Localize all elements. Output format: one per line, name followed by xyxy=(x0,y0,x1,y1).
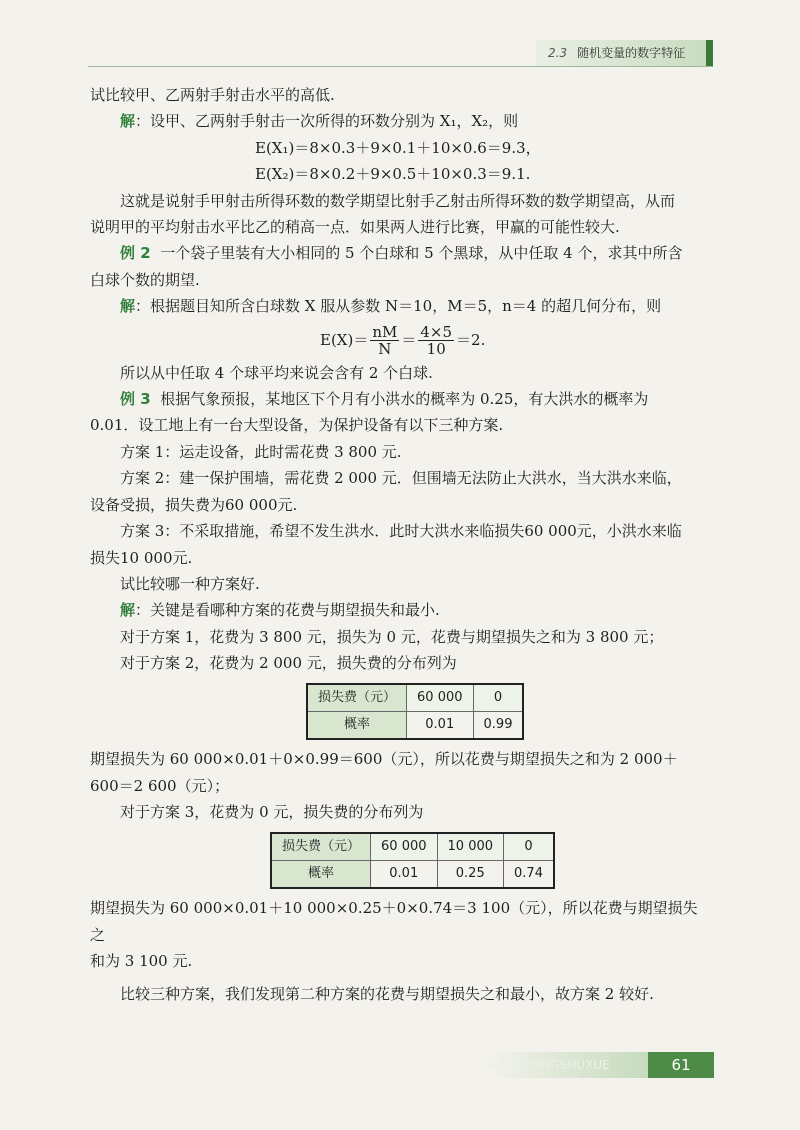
solution-label: 解 xyxy=(120,601,136,620)
numerator: nM xyxy=(372,323,398,342)
header-divider xyxy=(88,66,713,67)
section-number: 2.3 xyxy=(548,46,568,60)
table-cell: 损失费（元） xyxy=(271,833,371,861)
solution-label: 解 xyxy=(120,112,136,131)
eq-rhs: ＝2. xyxy=(456,330,486,349)
fraction-4x5-10 xyxy=(418,324,454,357)
plan-1: 方案 1：运走设备，此时需花费 3 800 元. xyxy=(120,442,402,461)
table-cell: 0 xyxy=(473,684,523,712)
table-cell: 0.99 xyxy=(473,711,523,739)
page-number: 61 xyxy=(648,1052,714,1078)
text-line: ：根据题目知所含白球数 X 服从参数 N＝10，M＝5，n＝4 的超几何分布，则 xyxy=(135,297,662,316)
footer-watermark: GAOZHONGSHUXUE xyxy=(488,1052,648,1078)
equation-ex2: E(X₂)＝8×0.2＋9×0.5＋10×0.3＝9.1. xyxy=(255,165,531,184)
table-cell: 60 000 xyxy=(371,833,438,861)
fraction-nm-n xyxy=(370,324,399,357)
numerator: 4×5 xyxy=(420,323,453,342)
table-row xyxy=(271,860,554,888)
table-cell: 0.01 xyxy=(371,860,438,888)
equation-expectation xyxy=(90,320,712,360)
running-header xyxy=(536,40,713,66)
case-3: 对于方案 3，花费为 0 元，损失费的分布列为 xyxy=(120,803,424,822)
text-line: 所以从中任取 4 个球平均来说会含有 2 个白球. xyxy=(120,363,433,382)
table-cell: 10 000 xyxy=(437,833,504,861)
example-label: 例 2 xyxy=(120,244,151,263)
text-line: 一个袋子里装有大小相同的 5 个白球和 5 个黑球，从中任取 4 个，求其中所含 xyxy=(160,244,683,263)
denominator: N xyxy=(378,340,392,359)
example-3 xyxy=(90,386,712,412)
solution-3 xyxy=(90,597,712,623)
equation-ex1: E(X₁)＝8×0.3＋9×0.1＋10×0.6＝9.3， xyxy=(255,138,541,157)
text-line: 这就是说射手甲射击所得环数的数学期望比射手乙射击所得环数的数学期望高，从而 xyxy=(120,191,676,210)
distribution-table-plan-3 xyxy=(270,832,555,890)
page-body xyxy=(90,82,712,1007)
text-line: 期望损失为 60 000×0.01＋10 000×0.25＋0×0.74＝3 100（元），所以花费与期望损失之 xyxy=(90,899,698,944)
table-cell: 0.25 xyxy=(437,860,504,888)
text-line: 白球个数的期望. xyxy=(90,270,200,289)
conclusion: 比较三种方案，我们发现第二种方案的花费与期望损失之和最小，故方案 2 较好. xyxy=(120,984,654,1003)
text-line: 600＝2 600（元）； xyxy=(90,776,230,795)
distribution-table-plan-2 xyxy=(306,683,524,741)
table-row xyxy=(271,833,554,861)
plan-2: 方案 2：建一保护围墙，需花费 2 000 元．但围墙无法防止大洪水，当大洪水来临， xyxy=(120,469,682,488)
plan-3: 方案 3：不采取措施，希望不发生洪水．此时大洪水来临损失60 000元，小洪水来临 xyxy=(120,522,682,541)
example-label: 例 3 xyxy=(120,390,151,409)
text-line: 根据气象预报，某地区下个月有小洪水的概率为 0.25，有大洪水的概率为 xyxy=(160,390,649,409)
table-cell: 0.74 xyxy=(504,860,554,888)
text-line: 试比较甲、乙两射手射击水平的高低. xyxy=(90,86,335,104)
table-cell: 0.01 xyxy=(407,711,474,739)
table-cell: 概率 xyxy=(271,860,371,888)
case-1: 对于方案 1，花费为 3 800 元，损失为 0 元，花费与期望损失之和为 3 800 元； xyxy=(120,627,664,646)
denominator: 10 xyxy=(426,340,446,359)
table-row xyxy=(307,684,523,712)
table-cell: 概率 xyxy=(307,711,407,739)
text-line: 和为 3 100 元. xyxy=(90,952,193,971)
text-line: 损失10 000元. xyxy=(90,548,193,567)
text-line: 期望损失为 60 000×0.01＋0×0.99＝600（元），所以花费与期望损失之和为 2 000＋ xyxy=(90,750,678,769)
table-cell: 60 000 xyxy=(407,684,474,712)
text-line: 说明甲的平均射击水平比乙的稍高一点．如果两人进行比赛，甲赢的可能性较大. xyxy=(90,218,620,237)
table-row xyxy=(307,711,523,739)
eq-lhs: E(X)＝ xyxy=(320,330,369,349)
section-title: 随机变量的数字特征 xyxy=(577,46,686,60)
solution-2 xyxy=(90,293,712,319)
text-line: 0.01．设工地上有一台大型设备，为保护设备有以下三种方案. xyxy=(90,416,504,435)
question: 试比较哪一种方案好. xyxy=(120,574,260,593)
eq-mid: ＝ xyxy=(401,330,417,349)
text-line: ：关键是看哪种方案的花费与期望损失和最小. xyxy=(135,601,440,620)
text-line: ：设甲、乙两射手射击一次所得的环数分别为 X₁，X₂，则 xyxy=(135,112,519,131)
text-line: 设备受损，损失费为60 000元. xyxy=(90,495,298,514)
table-cell: 损失费（元） xyxy=(307,684,407,712)
table-cell: 0 xyxy=(504,833,554,861)
solution-label: 解 xyxy=(120,297,136,316)
case-2: 对于方案 2，花费为 2 000 元，损失费的分布列为 xyxy=(120,654,457,673)
example-2 xyxy=(90,240,712,266)
solution-1 xyxy=(90,108,712,134)
